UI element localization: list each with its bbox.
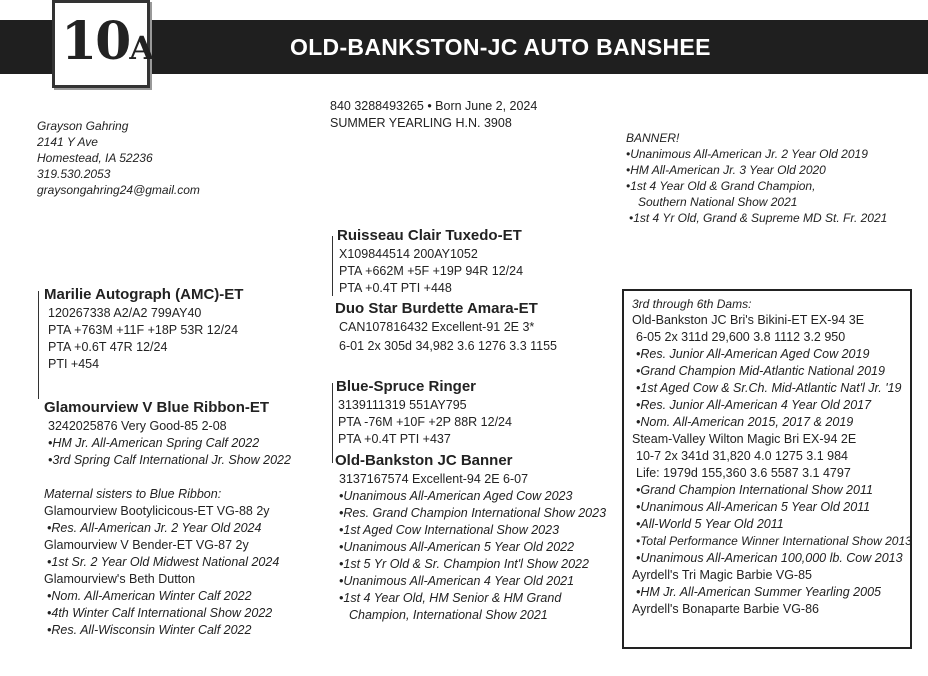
award-line: •1st Aged Cow & Sr.Ch. Mid-Atlantic Nat'l Jr. '19 xyxy=(636,381,902,395)
pedigree-connector xyxy=(38,291,39,399)
award-line: Southern National Show 2021 xyxy=(638,195,798,209)
dam-entry-name: Ayrdell's Bonaparte Barbie VG-86 xyxy=(632,602,819,616)
pedigree-connector xyxy=(332,383,333,463)
grandsire-pta: PTA +662M +5F +19P 94R 12/24 xyxy=(339,264,524,278)
granddam-name: Duo Star Burdette Amara-ET xyxy=(335,300,538,317)
sire-name: Marilie Autograph (AMC)-ET xyxy=(44,286,244,303)
grandsire-pti: PTA +0.4T PTI +448 xyxy=(339,281,452,295)
award-line: •4th Winter Calf International Show 2022 xyxy=(47,606,273,620)
extended-dams-title: 3rd through 6th Dams: xyxy=(632,297,752,311)
class-line: SUMMER YEARLING H.N. 3908 xyxy=(330,116,512,130)
grandsire-id: X109844514 200AY1052 xyxy=(339,247,478,261)
animal-title: OLD-BANKSTON-JC AUTO BANSHEE xyxy=(290,34,711,60)
lot-number: 10A xyxy=(61,11,155,72)
grandsire-name: Ruisseau Clair Tuxedo-ET xyxy=(337,227,522,244)
award-line: •1st 4 Yr Old, Grand & Supreme MD St. Fr. 2021 xyxy=(629,211,888,225)
maternal-sisters xyxy=(44,486,279,639)
award-line: •Nom. All-American Winter Calf 2022 xyxy=(47,589,252,603)
maternal-sisters-title: Maternal sisters to Blue Ribbon: xyxy=(44,487,222,501)
sister-name: Glamourview's Beth Dutton xyxy=(44,572,196,586)
award-line: •All-World 5 Year Old 2011 xyxy=(636,517,784,531)
sire-id: 120267338 A2/A2 799AY40 xyxy=(48,306,202,320)
dam-entry-name: Ayrdell's Tri Magic Barbie VG-85 xyxy=(632,568,812,582)
award-line: •Unanimous All-American Jr. 2 Year Old 2019 xyxy=(626,147,868,161)
registration-line: 840 3288493265 • Born June 2, 2024 xyxy=(330,99,538,113)
award-line: •Res. All-Wisconsin Winter Calf 2022 xyxy=(47,623,252,637)
award-line: •1st 5 Yr Old & Sr. Champion Int'l Show 2022 xyxy=(339,557,589,571)
award-line: •Res. All-American Jr. 2 Year Old 2024 xyxy=(47,521,262,535)
maternal-grandsire-pti: PTA +0.4T PTI +437 xyxy=(338,432,451,446)
dam-entry-lifetime: Life: 1979d 155,360 3.6 5587 3.1 4797 xyxy=(636,466,851,480)
award-line: •Grand Champion Mid-Atlantic National 2019 xyxy=(636,364,885,378)
award-line: •Unanimous All-American Aged Cow 2023 xyxy=(339,489,573,503)
consignor-email: graysongahring24@gmail.com xyxy=(37,183,200,197)
award-line: •1st Sr. 2 Year Old Midwest National 2024 xyxy=(47,555,280,569)
sister-name: Glamourview Bootylicicous-ET VG-88 2y xyxy=(44,504,270,518)
lot-number-box xyxy=(52,0,155,88)
award-line: •Unanimous All-American 5 Year Old 2011 xyxy=(636,500,871,514)
dam-entry-name: Steam-Valley Wilton Magic Bri EX-94 2E xyxy=(632,432,857,446)
award-line: •Unanimous All-American 100,000 lb. Cow 2013 xyxy=(636,551,903,565)
award-line: •HM Jr. All-American Spring Calf 2022 xyxy=(48,436,260,450)
award-line: •Res. Junior All-American 4 Year Old 2017 xyxy=(636,398,872,412)
award-line: •Unanimous All-American 4 Year Old 2021 xyxy=(339,574,575,588)
animal-info xyxy=(330,98,537,132)
award-line: •Total Performance Winner International Show 2013 xyxy=(636,534,912,548)
consignor-city: Homestead, IA 52236 xyxy=(37,151,153,165)
pedigree-connector xyxy=(332,236,333,296)
maternal-grandsire-pta: PTA -76M +10F +2P 88R 12/24 xyxy=(338,415,512,429)
dam-entry-record: 10-7 2x 341d 31,820 4.0 1275 3.1 984 xyxy=(636,449,848,463)
granddam-classification: CAN107816432 Excellent-91 2E 3* xyxy=(339,320,535,334)
extended-dams-box xyxy=(622,289,912,649)
consignor-street: 2141 Y Ave xyxy=(37,135,98,149)
maternal-grandsire xyxy=(336,377,512,448)
dam-entry-record: 6-05 2x 311d 29,600 3.8 1112 3.2 950 xyxy=(636,330,846,344)
award-line: •Res. Junior All-American Aged Cow 2019 xyxy=(636,347,870,361)
award-line: •Nom. All-American 2015, 2017 & 2019 xyxy=(636,415,854,429)
sire-block xyxy=(44,285,243,373)
award-line: •1st 4 Year Old, HM Senior & HM Grand xyxy=(339,591,562,605)
maternal-grandsire-name: Blue-Spruce Ringer xyxy=(336,378,477,395)
award-line: Champion, International Show 2021 xyxy=(349,608,548,622)
paternal-granddam xyxy=(335,299,557,355)
award-line: •1st Aged Cow International Show 2023 xyxy=(339,523,560,537)
dam-block xyxy=(44,398,291,469)
consignor-name: Grayson Gahring xyxy=(37,119,129,133)
award-line: •Grand Champion International Show 2011 xyxy=(636,483,873,497)
dam-classification: 3242025876 Very Good-85 2-08 xyxy=(48,419,227,433)
award-line: •1st 4 Year Old & Grand Champion, xyxy=(626,179,816,193)
sire-pta-type: PTA +0.6T 47R 12/24 xyxy=(48,340,168,354)
award-line: •3rd Spring Calf International Jr. Show 2022 xyxy=(48,453,291,467)
dam-name: Glamourview V Blue Ribbon-ET xyxy=(44,399,270,416)
sire-pti: PTI +454 xyxy=(48,357,100,371)
maternal-granddam-classification: 3137167574 Excellent-94 2E 6-07 xyxy=(339,472,529,486)
banner-awards-title: BANNER! xyxy=(626,131,680,145)
award-line: •HM Jr. All-American Summer Yearling 2005 xyxy=(636,585,881,599)
paternal-grandsire xyxy=(337,226,523,297)
granddam-record: 6-01 2x 305d 34,982 3.6 1276 3.3 1155 xyxy=(339,339,558,353)
sister-name: Glamourview V Bender-ET VG-87 2y xyxy=(44,538,249,552)
consignor-phone: 319.530.2053 xyxy=(37,167,111,181)
maternal-granddam-name: Old-Bankston JC Banner xyxy=(335,452,513,469)
banner-awards xyxy=(626,130,887,226)
sire-pta: PTA +763M +11F +18P 53R 12/24 xyxy=(48,323,239,337)
dam-entry-name: Old-Bankston JC Bri's Bikini-ET EX-94 3E xyxy=(632,313,865,327)
maternal-grandsire-id: 3139111319 551AY795 xyxy=(338,398,467,412)
maternal-granddam xyxy=(335,451,606,624)
award-line: •Unanimous All-American 5 Year Old 2022 xyxy=(339,540,575,554)
award-line: •Res. Grand Champion International Show 2023 xyxy=(339,506,607,520)
consignor-info xyxy=(37,118,200,198)
award-line: •HM All-American Jr. 3 Year Old 2020 xyxy=(626,163,826,177)
